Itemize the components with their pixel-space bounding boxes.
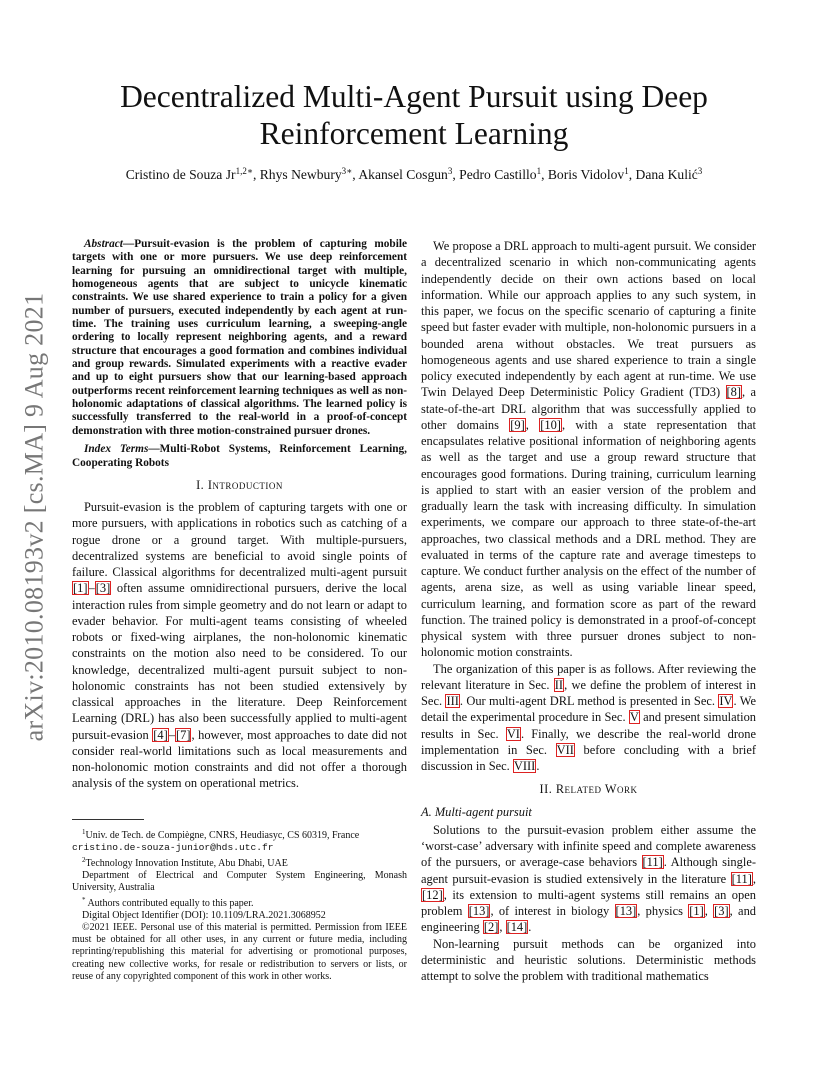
citation-link[interactable]: [11] — [731, 871, 752, 886]
citation-link[interactable]: [7] — [175, 727, 191, 742]
footnote-affiliation-2: $^2$Technology Innovation Institute, Abu Dhabi, UAE — [82, 855, 288, 869]
author-email[interactable]: cristino.de-souza-junior@hds.utc.fr — [72, 841, 274, 853]
footnote-affiliation-1: $^1$Univ. de Tech. de Compiègne, CNRS, Heudiasyc, CS 60319, France cristino.de-souza-junior@hds.utc.fr — [72, 827, 360, 853]
subsection-heading: A. Multi-agent pursuit — [421, 804, 532, 819]
footnote-doi: Digital Object Identifier (DOI): 10.1109/LRA.2021.3068952 — [82, 910, 326, 922]
citation-link[interactable]: [10] — [540, 417, 561, 432]
intro-paragraph: Pursuit-evasion is the problem of capturing targets with one or more pursuers, with applications in robotics such as catching of a rogue drone or a ground target. With multiple-pursuers, decentralized systems are beneficial to avoid single points of failure. Classical algorithms for decentralized multi-agent pursuit [1]–[3] often assume omnidirectional pursuers, derive the local interaction rules from simple geometry and do not learn or adapt to evader behavior. For multi-agent teams consisting of wheeled robots or fixed-wing airplanes, the non-holonomic kinematic constraints on the motion also need to be considered. To our knowledge, decentralized multi-agent pursuit subject to non-holonomic constraints has not been studied extensively by classical approaches in the literature. Deep Reinforcement Learning (DRL) has also been successfully applied to multi-agent pursuit-evasion [4]–[7], however, most approaches to date did not consider real-world limitations such as local measurements and non-holonomic motion constraints and did not offer a thorough analysis of the system on operational metrics. — [72, 500, 408, 791]
citation-link[interactable]: [3] — [714, 904, 729, 918]
body-paragraph: Non-learning pursuit methods can be organized into deterministic and heuristic solutions. Deterministic methods attempt to solve the problem with traditional mathematics — [421, 936, 756, 983]
citation-link[interactable]: [9] — [510, 417, 525, 432]
index-terms: Index Terms—Multi-Robot Systems, Reinforcement Learning, Cooperating Robots — [72, 443, 407, 469]
section-link[interactable]: VIII — [513, 759, 536, 773]
section-link[interactable]: VI — [506, 726, 520, 741]
arxiv-identifier: arXiv:2010.08193v2 [cs.MA] 9 Aug 2021 — [19, 292, 49, 742]
citation-link[interactable]: [14] — [506, 920, 528, 935]
footnote-rule — [72, 819, 144, 820]
citation-link[interactable]: [13] — [468, 904, 490, 918]
citation-link[interactable]: [11] — [642, 855, 663, 870]
section-link[interactable]: II — [554, 677, 564, 692]
citation-link[interactable]: [1] — [689, 904, 704, 918]
body-paragraph: We propose a DRL approach to multi-agent pursuit. We consider a decentralized scenario in which non-communicating agents independently decide on their own actions based on local information. While our approach applies to any such system, in this paper, we focus on the specific scenario of capturing a finite speed but faster evader with multiple, non-holonomic pursuers in a bounded arena without obstacles. We treat pursuers as homogeneous agents and use shared experience to train a single policy executed independently by each agent at run-time. We use Twin Delayed Deep Deterministic Policy Gradient (TD3) [8], a state-of-the-art DRL algorithm that was successfully applied to other domains [9], [10], with a state representation that encapsulates relative positional information of neighboring agents as well as the target and use a group reward structure that encourages good formations. During training, curriculum learning is applied to start with an easier version of the problem and gradually learn the task with increasing difficulty. In simulation experiments, we compare our approach to three state-of-the-art approaches, two classical methods and a DRL method. They are evaluated in terms of the capture rate and average timesteps to capture. We conduct further analysis on the effect of the number of agents, arena size, as well as using variable linear speed, curriculum learning, and formation score as part of the reward function. The trained policy is demonstrated in a proof-of-concept physical system with three pursuer drones subject to non-holonomic motion constraints. — [421, 239, 757, 660]
citation-link[interactable]: [1] — [73, 581, 88, 596]
section-heading-related-work: II. Related Work — [539, 782, 638, 797]
body-paragraph: The organization of this paper is as follows. After reviewing the relevant literature in Sec. II, we define the problem of interest in Sec. III. Our multi-agent DRL method is presented in Sec. IV. We detail the experimental procedure in Sec. V and present simulation results in Sec. VI. Finally, we describe the real-world drone implementation in Sec. VII before concluding with a brief discussion in Sec. VIII. — [421, 661, 757, 773]
citation-link[interactable]: [13] — [615, 904, 637, 918]
footnote-copyright: ©2021 IEEE. Personal use of this material is permitted. Permission from IEEE must be obtained for all other uses, in any current or future media, including reprinting/republishing this material for advertising or promotional purposes, creating new collective works, for resale or redistribution to servers or lists, or reuse of any copyrighted component of this work in other works. — [72, 922, 407, 982]
citation-link[interactable]: [8] — [726, 385, 742, 400]
body-paragraph: Solutions to the pursuit-evasion problem either assume the ‘worst-case’ adversary with infinite speed and complete awareness of the pursuers, or average-case behaviors [11]. Although single-agent pursuit-evasion is studied extensively in the literature [11], [12], its extension to multi-agent systems still remains an open problem [13], of interest in biology [13], physics [1], [3], and engineering [2], [14]. — [421, 822, 757, 935]
citation-link[interactable]: [2] — [483, 920, 499, 935]
paper-title: Decentralized Multi-Agent Pursuit using Deep Reinforcement Learning — [120, 79, 708, 151]
right-column — [421, 238, 756, 984]
section-link[interactable]: V — [629, 710, 639, 725]
footnote-affiliation-3: Department of Electrical and Computer System Engineering, Monash University, Australia — [72, 869, 407, 893]
author-list: Cristino de Souza $Jr^{1,2∗}$, Rhys Newbury$^{3∗}$, Akansel Cosgun$^3$, Pedro Castillo$^1$, Boris Vidolov$^1$, Dana Kulić$^3$ — [125, 166, 703, 182]
abstract: Abstract—Pursuit-evasion is the problem of capturing mobile targets with one or more pursuers. We use deep reinforcement learning for pursuing an omnidirectional target with multiple, homogeneous agents that are subject to unicycle kinematic constraints. We use shared experience to train a policy for a given number of pursuers, executed independently by each agent at run-time. The training uses curriculum learning, a sweeping-angle ordering to locally represent neighboring agents, and a reward structure that encourages a good formation and combines individual and group rewards. Simulated experiments with a reactive evader and up to eight pursuers show that our learning-based approach outperforms recent reinforcement learning techniques as well as non-holonomic adaptations of classical algorithms. The learned policy is successfully transferred to the real-world in a proof-of-concept demonstration with three motion-constrained pursuer drones. — [72, 238, 407, 437]
section-link[interactable]: IV — [719, 694, 733, 708]
left-column — [72, 238, 407, 983]
citation-link[interactable]: [3] — [95, 581, 111, 596]
section-link[interactable]: III — [446, 694, 459, 708]
footnote-equal-contribution: * Authors contributed equally to this paper. — [82, 896, 254, 910]
citation-link[interactable]: [12] — [422, 887, 443, 902]
section-heading-introduction: I. Introduction — [196, 477, 283, 492]
section-link[interactable]: VII — [556, 742, 574, 757]
citation-link[interactable]: [4] — [153, 727, 168, 742]
